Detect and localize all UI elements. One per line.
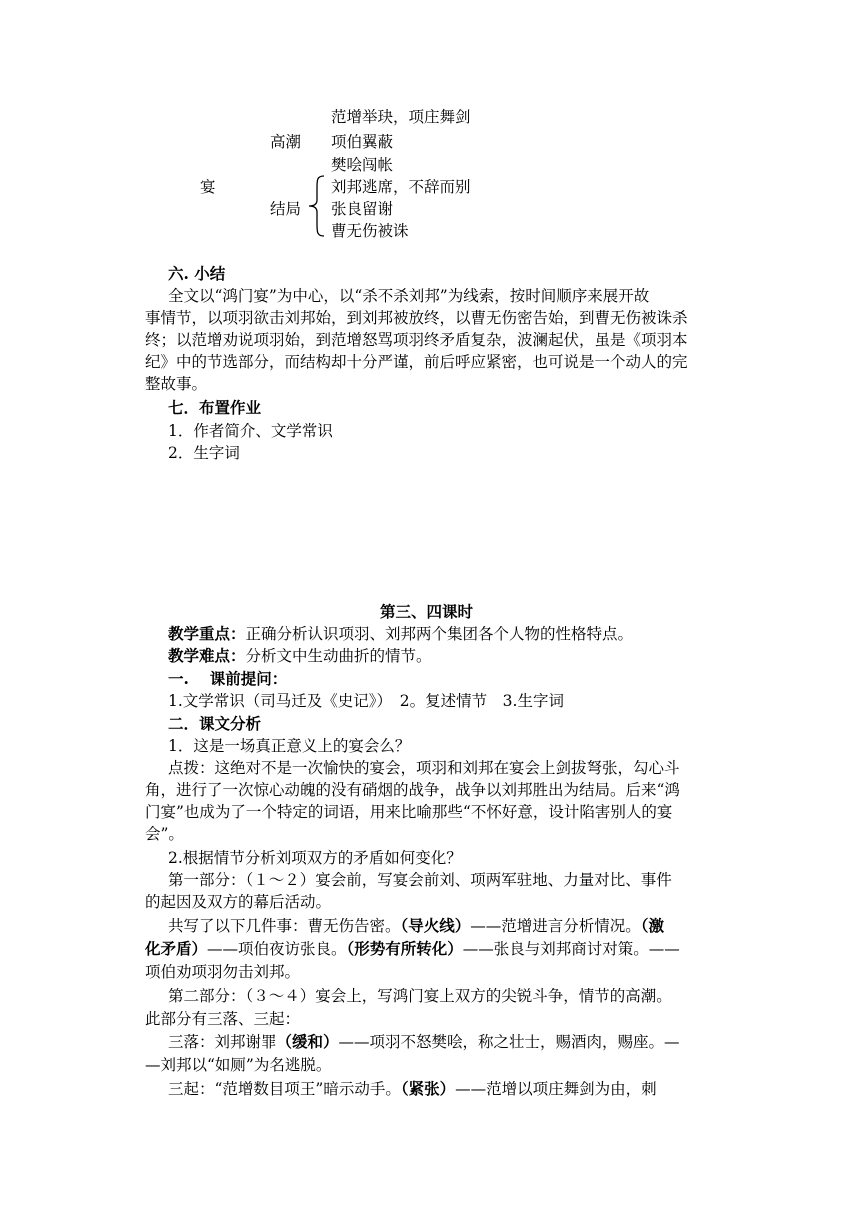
outline-root: 宴 xyxy=(200,178,216,196)
lesson-title: 第三、四课时 xyxy=(380,602,474,621)
text: ——范增进言分析情况。 xyxy=(470,917,641,935)
label: 教学难点： xyxy=(168,646,246,665)
paragraph-line: 纪》中的节选部分，而结构却十分严谨，前后呼应紧密，也可说是一个动人的完 xyxy=(145,353,688,371)
list-item: 1.文学常识（司马迁及《史记》） 2。复述情节 3.生字词 xyxy=(168,692,564,710)
text: ——张良与刘邦商讨对策。—— xyxy=(462,940,680,958)
outline-label-ending: 结局 xyxy=(270,200,302,218)
text: 共写了以下几件事：曹无伤告密。 xyxy=(168,917,401,935)
outline-item: 曹无伤被诛 xyxy=(331,222,409,240)
paragraph-line: 项伯劝项羽勿击刘邦。 xyxy=(145,963,301,981)
list-item: 1．作者简介、文学常识 xyxy=(168,422,333,440)
teaching-difficulty xyxy=(168,645,432,667)
outline-item: 刘邦逃席，不辞而别 xyxy=(331,178,471,196)
value: 分析文中生动曲折的情节。 xyxy=(245,647,432,665)
paragraph-line: 第二部分：（３～４）宴会上，写鸿门宴上双方的尖锐斗争，情节的高潮。 xyxy=(168,987,672,1005)
paragraph-line: 此部分有三落、三起： xyxy=(145,1010,301,1028)
paragraph-line: 点拨：这绝对不是一次愉快的宴会，项羽和刘邦在宴会上剑拔弩张，勾心斗 xyxy=(168,759,680,777)
outline-item: 范增举玦，项庄舞剑 xyxy=(331,108,471,126)
question: 1．这是一场真正意义上的宴会么？ xyxy=(168,737,411,755)
text: 三起：“范增数目项王”暗示动手。 xyxy=(168,1080,401,1098)
value: 正确分析认识项羽、刘邦两个集团各个人物的性格特点。 xyxy=(245,625,634,643)
paragraph-line xyxy=(168,1078,657,1100)
outline-item: 樊哙闯帐 xyxy=(331,156,394,174)
emphasis: （缓和） xyxy=(276,1032,339,1051)
paragraph-line: 门宴”也成为了一个特定的词语，用来比喻那些“不怀好意，设计陷害别人的宴 xyxy=(145,803,673,821)
emphasis: （导火线） xyxy=(400,916,471,935)
outline-label-climax: 高潮 xyxy=(270,133,302,151)
emphasis: 化矛盾） xyxy=(145,939,208,958)
text: ——范增以项庄舞剑为由，刺 xyxy=(455,1080,657,1098)
text: ——项伯夜访张良。 xyxy=(207,940,347,958)
paragraph-line: 整故事。 xyxy=(145,375,208,393)
section-heading: 六. 小结 xyxy=(168,264,226,283)
text: 三落：刘邦谢罪 xyxy=(168,1033,277,1051)
list-item: 2．生字词 xyxy=(168,444,240,462)
paragraph-line xyxy=(168,915,664,937)
paragraph-line: 第一部分：（１～２）宴会前，写宴会前刘、项两军驻地、力量对比、事件 xyxy=(168,871,672,889)
paragraph-line: 会”。 xyxy=(145,825,184,843)
section-heading: 一. 课前提问： xyxy=(168,669,288,688)
paragraph-line: 的起因及双方的幕后活动。 xyxy=(145,893,332,911)
teaching-key-point xyxy=(168,623,633,645)
text: ——项羽不怒樊哙，称之壮士，赐酒肉，赐座。— xyxy=(338,1033,680,1051)
outline-item: 张良留谢 xyxy=(331,200,394,218)
emphasis: （形势有所转化） xyxy=(346,939,463,958)
outline-item: 项伯翼蔽 xyxy=(331,133,394,151)
emphasis: （紧张） xyxy=(400,1079,456,1098)
section-heading: 二．课文分析 xyxy=(168,714,262,733)
question: 2.根据情节分析刘项双方的矛盾如何变化？ xyxy=(168,849,462,867)
paragraph-line: 事情节，以项羽欲击刘邦始，到刘邦被放终，以曹无伤密告始，到曹无伤被诛杀 xyxy=(145,309,688,327)
curly-brace-icon xyxy=(306,174,328,238)
paragraph-line xyxy=(145,938,680,960)
emphasis: （激 xyxy=(640,916,665,935)
paragraph-line: —刘邦以“如厕”为名逃脱。 xyxy=(145,1056,332,1074)
section-heading: 七．布置作业 xyxy=(168,398,262,417)
paragraph-line xyxy=(168,1031,680,1053)
paragraph-line: 角，进行了一次惊心动魄的没有硝烟的战争，战争以刘邦胜出为结局。后来“鸿 xyxy=(145,781,680,799)
paragraph-line: 全文以“鸿门宴”为中心，以“杀不杀刘邦”为线索，按时间顺序来展开故 xyxy=(168,287,650,305)
label: 教学重点： xyxy=(168,624,246,643)
paragraph-line: 终；以范增劝说项羽始，到范增怒骂项羽终矛盾复杂，波澜起伏，虽是《项羽本 xyxy=(145,331,688,349)
